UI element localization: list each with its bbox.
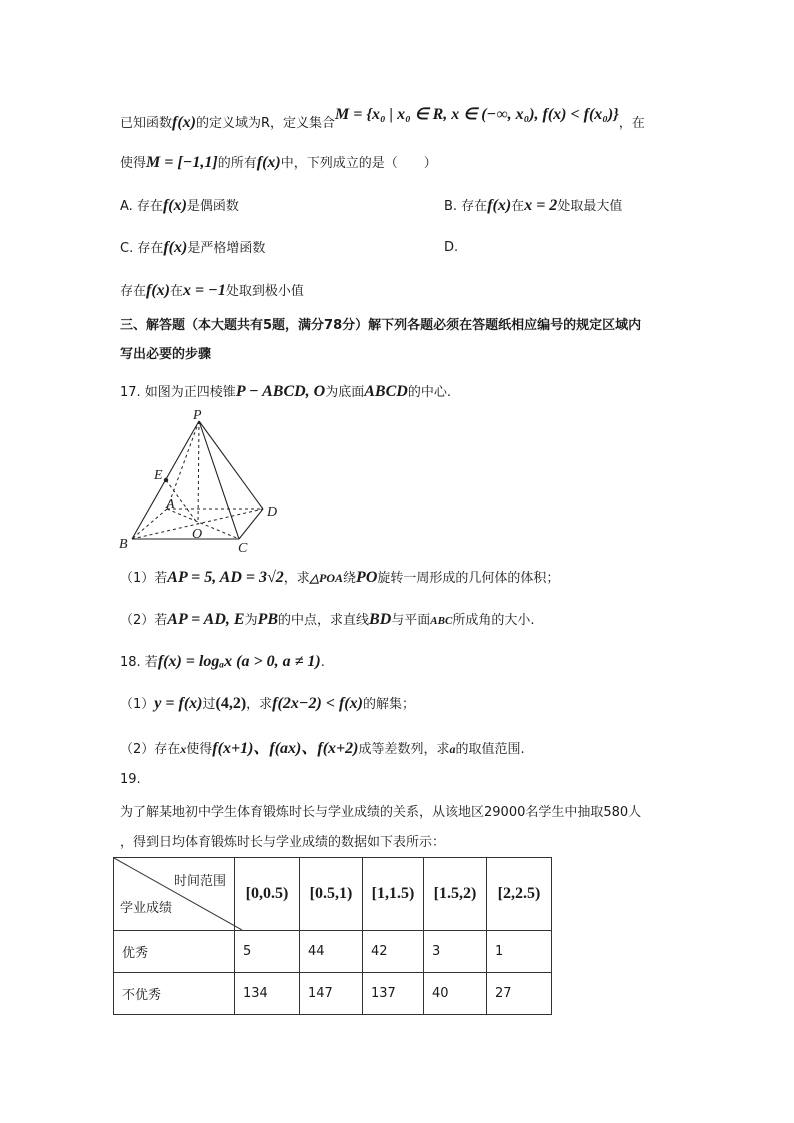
q17-p2-end: 所成角的大小. [452,613,535,628]
q18-p2-end: 的取值范围. [455,742,525,757]
q17-p2-math4: ABC [430,615,453,627]
q18-p2-mid2: 成等差数列，求 [358,742,450,757]
q18-p1-mid2: ，求 [246,697,273,712]
option-d-text: 处取到极小值 [225,284,304,299]
corner-diagonal [114,858,242,930]
label-A: A [166,497,175,512]
point-E [164,478,168,482]
q16-intro-line1 [120,106,645,132]
q18-p1-math: y = f(x) [154,695,203,712]
option-c-label: C. 存在 [120,241,164,256]
q18-p2-math: x [180,742,187,756]
q16-text: 使得 [120,156,147,171]
edge-PD [199,421,263,509]
diag-AC [167,509,239,539]
q17-p2-math2: PB [257,611,279,628]
option-d-math2: x = −1 [183,282,226,299]
option-a-math: f(x) [162,197,187,214]
label-C: C [238,541,248,555]
table-row [114,973,552,1015]
option-d-math: f(x) [146,282,170,299]
option-d-cont-label: 存在 [120,284,147,299]
option-c-math: f(x) [163,239,188,256]
q19-stem-line2: ，得到日均体育锻炼时长与学业成绩的数据如下表所示： [120,835,446,850]
option-b [444,195,622,215]
q17-p1-math2: △POA [309,571,344,585]
q18-p2-mid: 使得 [186,742,213,757]
q18-p1-end: 的解集； [362,697,415,712]
table-header: [0,0.5) [235,858,300,931]
table-cell: 42 [363,931,424,973]
q18-p2-math2: f(x+1)、f(ax)、f(x+2) [212,740,359,757]
table-cell: 27 [487,973,552,1015]
q17-stem [120,381,451,401]
q18-p2-math3: a [449,742,456,756]
row-label: 不优秀 [114,973,235,1015]
table-cell: 134 [235,973,300,1015]
q17-p1-mid2: 绕 [343,571,357,586]
option-b-mid: 在 [511,199,525,214]
q16-text: 的定义域为R，定义集合 [196,116,336,131]
q17-p1-end: 旋转一周形成的几何体的体积； [377,571,560,586]
q18-stem-math: f(x) = logₐx (a > 0, a ≠ 1) [157,653,321,670]
q17-p2-pre: （2）若 [120,613,168,628]
q17-p1-math3: PO [356,569,378,586]
option-a-text: 是偶函数 [186,199,239,214]
q19-stem-line1: 为了解某地初中学生体育锻炼时长与学业成绩的关系，从该地区29000名学生中抽取580人 [120,805,642,820]
q17-p1-pre: （1）若 [120,571,168,586]
label-E: E [154,468,163,483]
q16-text: 已知函数 [120,116,173,131]
option-b-math: f(x) [487,197,512,214]
table-cell: 1 [487,931,552,973]
q19-data-table [113,857,552,1015]
q17-stem-mid: 为底面 [325,385,365,400]
option-d [444,240,458,255]
table-header: [2,2.5) [487,858,552,931]
q17-p2-math: AP = AD, E [167,611,245,628]
corner-bottom-label: 学业成绩 [120,901,173,916]
q18-p1-mid: 过 [202,697,216,712]
section-3-heading-line2: 写出必要的步骤 [120,347,212,362]
label-B: B [119,537,128,552]
table-cell: 147 [300,973,363,1015]
edge-PC [199,421,239,539]
q18-part1 [120,693,415,713]
table-row [114,931,552,973]
option-d-content [120,280,304,300]
option-d-mid: 在 [170,284,184,299]
q17-stem-pre: 17. 如图为正四棱锥 [120,385,236,400]
q17-stem-end: 的中心. [407,385,451,400]
q18-p1-math2: (4,2) [215,695,247,712]
row-label: 优秀 [114,931,235,973]
table-header: [0.5,1) [300,858,363,931]
label-P: P [193,408,202,423]
q17-stem-math2: ABCD [364,383,408,400]
q16-text: ，在 [618,116,645,131]
q17-part2 [120,609,534,629]
option-d-label: D. [444,240,459,255]
table-cell: 137 [363,973,424,1015]
table-cell: 5 [235,931,300,973]
table-header: [1.5,2) [424,858,487,931]
q16-set-M: M = {x₀ | x₀ ∈ R, x ∈ (−∞, x₀), f(x) < f(x₀)} [335,106,619,123]
q17-p2-mid2: 的中点，求直线 [278,613,370,628]
table-header: [1,1.5) [363,858,424,931]
option-a-label: A. 存在 [120,199,163,214]
section-3-heading-line1: 三、解答题（本大题共有5题，满分78分）解下列各题必须在答题纸相应编号的规定区域内 [120,318,642,333]
q17-p1-math: AP = 5, AD = 3√2 [167,569,284,586]
pyramid-figure [110,405,295,555]
q16-intro-line2 [120,152,437,172]
option-b-math2: x = 2 [524,197,558,214]
q17-part1 [120,567,559,587]
table-corner-cell [114,858,235,931]
q18-stem [120,651,325,671]
q18-stem-pre: 18. 若 [120,655,158,670]
q16-text: 的所有 [217,156,257,171]
corner-top-label: 时间范围 [173,874,226,889]
q17-p2-mid3: 与平面 [391,613,431,628]
option-b-label: B. 存在 [444,199,488,214]
q18-p2-pre: （2）存在 [120,742,181,757]
q16-f-x: f(x) [256,154,281,171]
option-c [120,237,265,257]
table-cell: 3 [424,931,487,973]
edge-CD [239,509,263,539]
label-D: D [267,505,278,520]
q16-M-eq: M = [−1,1] [146,154,218,171]
q17-stem-math: P − ABCD, O [235,383,326,400]
q16-f-x: f(x) [172,114,196,131]
option-b-text: 处取最大值 [557,199,623,214]
q17-p2-mid: 为 [244,613,258,628]
q17-p1-mid: ，求 [283,571,310,586]
edge-PA [167,421,199,509]
q18-p1-math3: f(2x−2) < f(x) [272,695,363,712]
q19-number: 19. [120,772,141,787]
label-O: O [192,527,203,542]
q16-text: 中，下列成立的是（ ） [280,156,437,171]
table-cell: 40 [424,973,487,1015]
option-c-text: 是严格增函数 [187,241,266,256]
q18-part2 [120,735,525,758]
table-cell: 44 [300,931,363,973]
q18-p1-pre: （1） [120,697,155,712]
q18-stem-end: . [320,655,325,670]
option-a [120,195,239,215]
q17-p2-math3: BD [369,611,392,628]
